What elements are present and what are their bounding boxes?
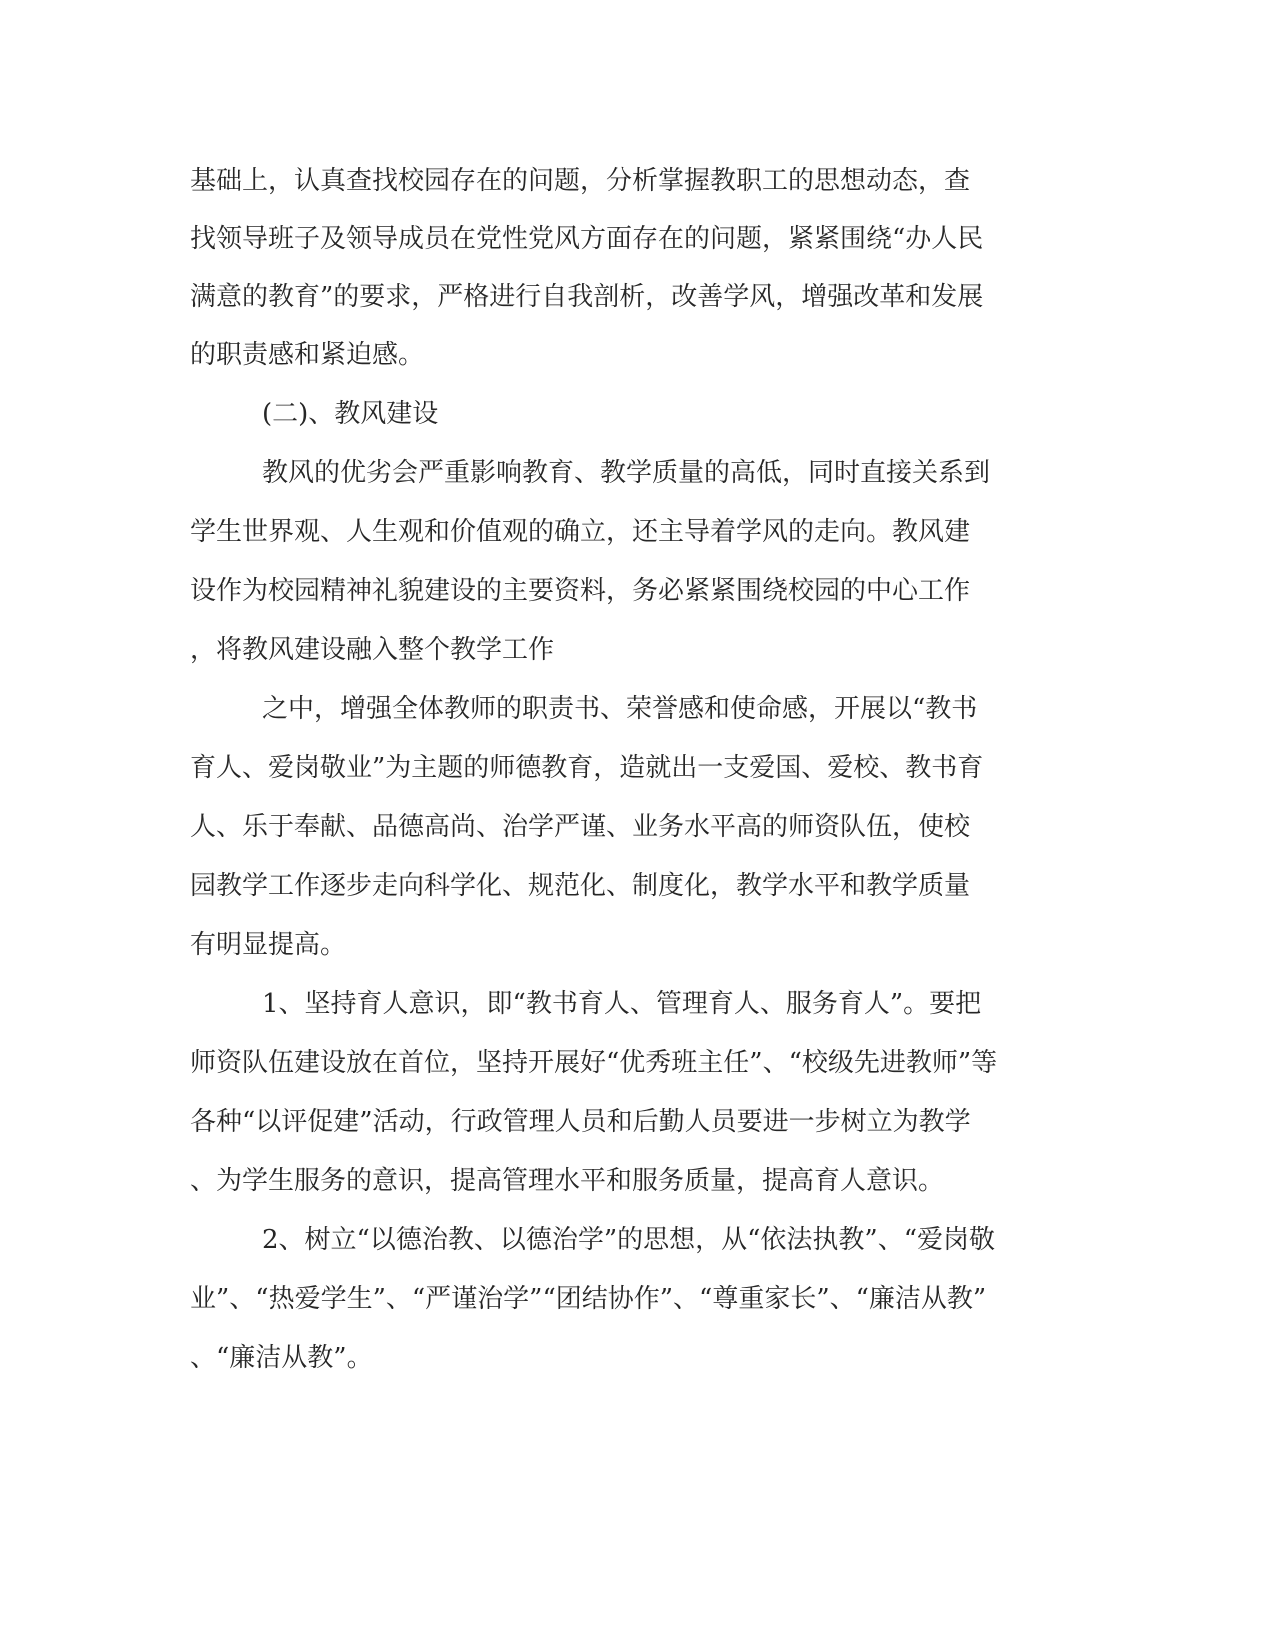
- text-line: 人、乐于奉献、品德高尚、治学严谨、业务水平高的师资队伍，使校: [190, 812, 971, 842]
- text-line: 学生世界观、人生观和价值观的确立，还主导着学风的走向。教风建: [190, 517, 971, 547]
- text-line: ，将教风建设融入整个教学工作: [190, 635, 555, 665]
- text-line: 业”、“热爱学生”、“严谨治学”“团结协作”、“尊重家长”、“廉洁从教”: [190, 1284, 987, 1314]
- text-line: 有明显提高。: [190, 930, 347, 960]
- text-line: 找领导班子及领导成员在党性党风方面存在的问题，紧紧围绕“办人民: [190, 224, 984, 254]
- text-line: 、为学生服务的意识，提高管理水平和服务质量，提高育人意识。: [190, 1166, 945, 1196]
- text-line: 各种“以评促建”活动，行政管理人员和后勤人员要进一步树立为教学: [190, 1107, 971, 1137]
- text-line: 、“廉洁从教”。: [190, 1343, 373, 1373]
- section-heading: (二)、教风建设: [262, 399, 439, 429]
- text-line: 育人、爱岗敬业”为主题的师德教育，造就出一支爱国、爱校、教书育: [190, 753, 984, 783]
- text-line: 之中，增强全体教师的职责书、荣誉感和使命感，开展以“教书: [262, 694, 978, 724]
- text-line: 满意的教育”的要求，严格进行自我剖析，改善学风，增强改革和发展: [190, 282, 984, 312]
- text-line: 教风的优劣会严重影响教育、教学质量的高低，同时直接关系到: [262, 458, 991, 488]
- text-line: 园教学工作逐步走向科学化、规范化、制度化，教学水平和教学质量: [190, 871, 971, 901]
- text-line: 1、坚持育人意识，即“教书育人、管理育人、服务育人”。要把: [262, 989, 982, 1019]
- text-line: 2、树立“以德治教、以德治学”的思想，从“依法执教”、“爱岗敬: [262, 1225, 996, 1255]
- text-line: 基础上，认真查找校园存在的问题，分析掌握教职工的思想动态，查: [190, 166, 971, 196]
- text-line: 师资队伍建设放在首位，坚持开展好“优秀班主任”、“校级先进教师”等: [190, 1048, 998, 1078]
- text-line: 设作为校园精神礼貌建设的主要资料，务必紧紧围绕校园的中心工作: [190, 576, 971, 606]
- text-line: 的职责感和紧迫感。: [190, 340, 425, 370]
